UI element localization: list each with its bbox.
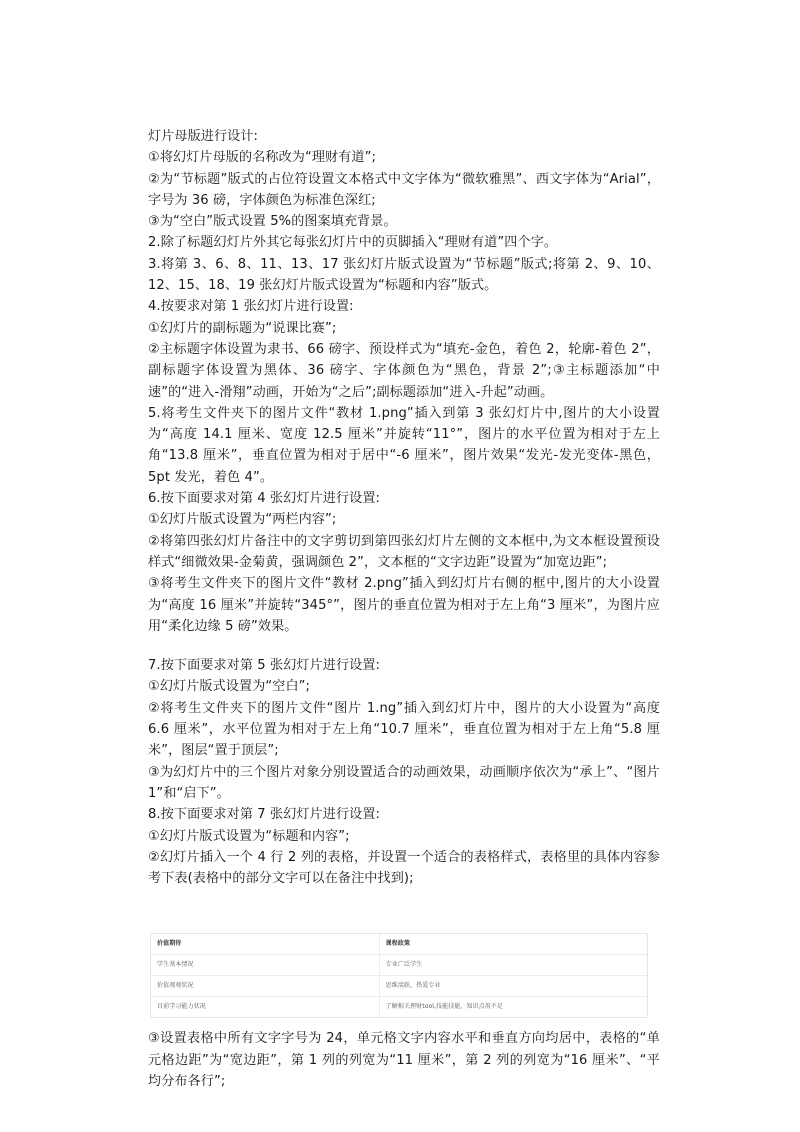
table-header-cell: 课程政策 [385,940,411,948]
instruction-line: ②将第四张幻灯片备注中的文字剪切到第四张幻灯片左侧的文本框中,为文本框设置预设样式“细微效果-金菊黄，强调颜色 2”，文本框的“文字边距”设置为“加宽边距”; [148,533,660,570]
table-header-cell: 价值期待 [151,934,379,955]
instruction-line: ③设置表格中所有文字字号为 24，单元格文字内容水平和垂直方向均居中，表格的“单元格边距”为“宽边距”，第 1 列的列宽为“11 厘米”，第 2 列的列宽为“16 厘米”、“平均分布各行”; [148,1031,660,1089]
instruction-line: ①幻灯片版式设置为“两栏内容”; [148,512,337,528]
data-table [151,934,647,1017]
instruction-line: 6.按下面要求对第 4 张幻灯片进行设置: [148,491,381,507]
instruction-line: ②将考生文件夹下的图片文件“图片 1.ng”插入到幻灯片中，图片的大小设置为“高度 6.6 厘米”，水平位置为相对于左上角“10.7 厘米”，垂直位置为相对于左上角“5.8 厘米”，图层“置于顶层”; [148,700,660,759]
table-row [151,955,647,976]
table-cell: 了解相关理财tool,技能技能，知识点用不足 [379,997,647,1018]
instruction-line: ①幻灯片版式设置为“标题和内容”; [148,828,350,844]
instruction-line: 3.将第 3、6、8、11、13、17 张幻灯片版式设置为“节标题”版式;将第 2、9、10、12、15、18、19 张幻灯片版式设置为“标题和内容”版式。 [148,256,660,294]
table-cell: 思维活跃，热爱专业 [379,976,647,997]
instruction-line: 4.按要求对第 1 张幻灯片进行设置: [148,299,354,315]
instruction-line: ③将考生文件夹下的图片文件“教材 2.png”插入到幻灯片右侧的框中,图片的大小设置为“高度 16 厘米”并旋转“345°”，图片的垂直位置为相对于左上角“3 厘米”，为图片应用“柔化边缘 5 磅”效果。 [148,576,660,634]
instruction-line: 7.按下面要求对第 5 张幻灯片进行设置: [148,658,381,674]
instruction-line: 5.将考生文件夹下的图片文件“教材 1.png”插入到第 3 张幻灯片中,图片的大小设置为“高度 14.1 厘米、宽度 12.5 厘米”并旋转“11°”，图片的水平位置为相对于左上角“13.8 厘米”，垂直位置为相对于居中“-6 厘米”，图片效果“发光-发光变体-黑色，5pt 发光，着色 4”。 [148,405,660,485]
table-cell: 专业广泛学生 [379,955,647,976]
table-row [151,976,647,997]
document-body [148,126,660,1092]
reference-table [150,933,648,1018]
instruction-line: ①将幻灯片母版的名称改为“理财有道”; [148,150,377,166]
table-header-row [151,934,647,955]
instruction-line: ②主标题字体设置为隶书、66 磅字、预设样式为“填充-金色，着色 2，轮廓-着色 2”，副标题字体设置为黑体、36 磅字、字体颜色为“黑色，背景 2”;③主标题添加“中速”的“进入-滑翔”动画，开始为“之后”;副标题添加“进入-升起”动画。 [148,341,660,400]
section-heading: 灯片母版进行设计: [148,129,259,144]
table-cell: 目前学习能力状况 [151,997,379,1018]
paragraph-gap [148,637,660,655]
instruction-line: 8.按下面要求对第 7 张幻灯片进行设置: [148,807,381,823]
instruction-line: ③为“空白”版式设置 5%的图案填充背景。 [148,214,397,230]
instruction-line: ①幻灯片版式设置为“空白”; [148,679,311,695]
instruction-line: ①幻灯片的副标题为“说课比赛”; [148,320,337,336]
instruction-line: 2.除了标题幻灯片外其它每张幻灯片中的页脚插入“理财有道”四个字。 [148,235,558,251]
instruction-line: ③为幻灯片中的三个图片对象分别设置适合的动画效果，动画顺序依次为“承上”、“图片 1”和“启下”。 [148,764,660,801]
table-cell: 学生基本情况 [151,955,379,976]
table-row [151,997,647,1018]
table-cell: 价值观观状况 [151,976,379,997]
instruction-line: ②为“节标题”版式的占位符设置文本格式中文字体为“微软雅黑”、西文字体为“Arial”，字号为 36 磅，字体颜色为标准色深红; [148,171,660,208]
instruction-line: ②幻灯片插入一个 4 行 2 列的表格，并设置一个适合的表格样式，表格里的具体内容参考下表(表格中的部分文字可以在备注中找到); [148,849,660,887]
